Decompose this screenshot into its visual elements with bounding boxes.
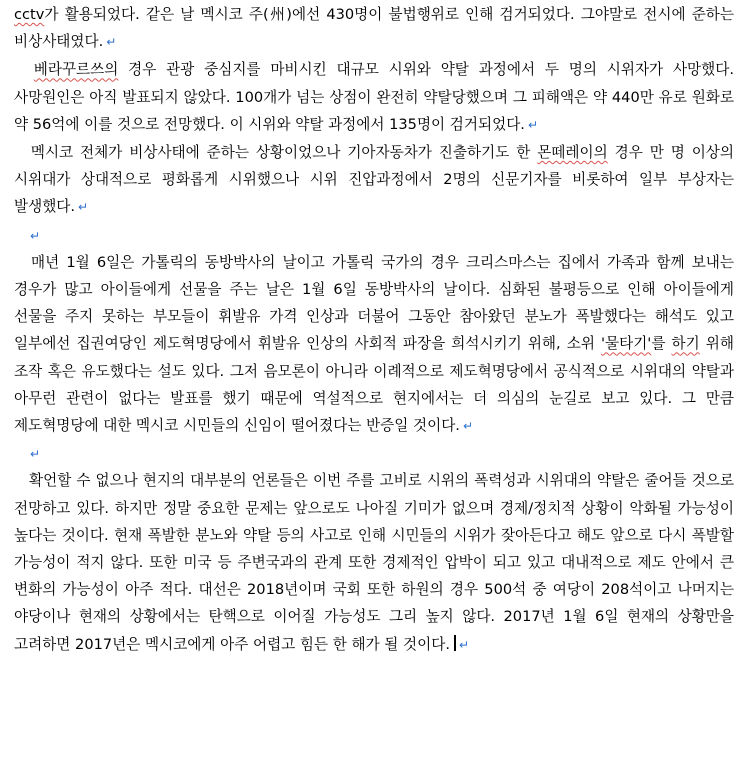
empty-paragraph[interactable] bbox=[14, 222, 734, 249]
paragraph-mark-icon: ↵ bbox=[30, 228, 41, 243]
paragraph-mark-icon: ↵ bbox=[527, 117, 538, 132]
paragraph-mark-icon: ↵ bbox=[106, 35, 117, 50]
spellcheck-flagged-word: 몬떼레이의 bbox=[537, 144, 608, 162]
paragraph[interactable] bbox=[14, 249, 734, 440]
spellcheck-flagged-word: 하기 bbox=[671, 335, 700, 353]
spellcheck-flagged-word: '물타기' bbox=[601, 335, 652, 353]
paragraph-mark-icon: ↵ bbox=[458, 637, 470, 652]
paragraph-text: 멕시코 전체가 비상사태에 준하는 상황이었으나 기아자동차가 진출하기도 한 bbox=[14, 144, 538, 162]
paragraph-text: 확언할 수 없으나 현지의 대부분의 언론들은 이번 주를 고비로 시위의 폭력성과 시위대의 약탈은 줄어들 것으로 전망하고 있다. 하지만 정말 중요한 문제는 앞으로도 나아질 기미가 없으며 경제/정치적 상황이 악화될 가능성이 높다는 것이다. 현재 폭발한 분노와 약탈 등의 사고로 인해 시민들의 시위가 잦아든다고 해도 앞으로 다시 폭발할 가능성이 적지 않다. 또한 미국 등 주변국과의 관계 또한 경제적인 압박이 되고 있고 대내적으로 제도 안에서 큰 변화의 가능성이 아주 적다. 대선은 2018년이며 국회 또한 하원의 경우 500석 중 여당이 208석이고 나머지는 야당이나 현재의 상황에서는 탄핵으로 이어질 가능성도 그리 높지 않다. 2017년 1월 6일 현재의 상황만을 고려하면 2017년은 멕시코에게 아주 어렵고 힘든 한 해가 될 것이다. bbox=[14, 472, 734, 653]
spellcheck-flagged-word: cctv bbox=[14, 6, 45, 23]
paragraph-text: 경우 만 명 이상의 시위대가 상대적으로 평화롭게 시위했으나 시위 진압과정에서 2명의 신문기자를 비롯하여 일부 부상자는 발생했다. bbox=[14, 144, 734, 216]
paragraph-text: 가 활용되었다. 같은 날 멕시코 주(州)에선 430명이 불법행위로 인해 검거되었다. 그야말로 전시에 준하는 비상사태였다. bbox=[14, 6, 734, 51]
paragraph-text: 매년 1월 6일은 가톨릭의 동방박사의 날이고 가톨릭 국가의 경우 크리스마스는 집에서 가족과 함께 보내는 경우가 많고 아이들에게 선물을 주는 날은 1월 6일 동방박사의 날이다. 심화된 불평등으로 인해 아이들에게 선물을 주지 못하는 부모들이 휘발유 가격 인상과 더불어 그동안 참아왔던 분노가 폭발했다는 해석도 있고 일부에선 집권여당인 제도혁명당에서 휘발유 인상의 사회적 파장을 희석시키기 위해, 소위 bbox=[14, 253, 734, 353]
paragraph-text: 경우 관광 중심지를 마비시킨 대규모 시위와 약탈 과정에서 두 명의 시위자가 사망했다. 사망원인은 아직 발표되지 않았다. 100개가 넘는 상점이 완전히 약탈당했으며 그 피해액은 약 440만 유로 원화로 약 56억에 이를 것으로 전망했다. 이 시위와 약탈 과정에서 135명이 검거되었다. bbox=[14, 61, 734, 133]
paragraph[interactable] bbox=[14, 139, 734, 222]
paragraph-text: 를 bbox=[651, 335, 672, 353]
paragraph-mark-icon: ↵ bbox=[78, 200, 89, 215]
paragraph-mark-icon: ↵ bbox=[30, 447, 41, 462]
text-cursor bbox=[454, 635, 456, 651]
paragraph[interactable] bbox=[14, 56, 734, 139]
paragraph[interactable] bbox=[14, 467, 734, 658]
paragraph-text bbox=[14, 61, 34, 78]
paragraph-mark-icon: ↵ bbox=[462, 419, 474, 434]
paragraph-text: 위해 조작 혹은 유도했다는 설도 있다. 그저 음모론이 아니라 이례적으로 제도혁명당에서 공식적으로 시위대의 약탈과 아무런 관련이 없다는 발표를 했기 때문에 역설적으로 현지에서는 더 의심의 눈길로 보고 있다. 그 만큼 제도혁명당에 대한 멕시코 시민들의 신임이 떨어졌다는 반증일 것이다. bbox=[14, 335, 734, 435]
paragraph[interactable] bbox=[14, 1, 734, 56]
empty-paragraph[interactable] bbox=[14, 440, 734, 467]
spellcheck-flagged-word: 베라꾸르쓰의 bbox=[33, 61, 119, 79]
